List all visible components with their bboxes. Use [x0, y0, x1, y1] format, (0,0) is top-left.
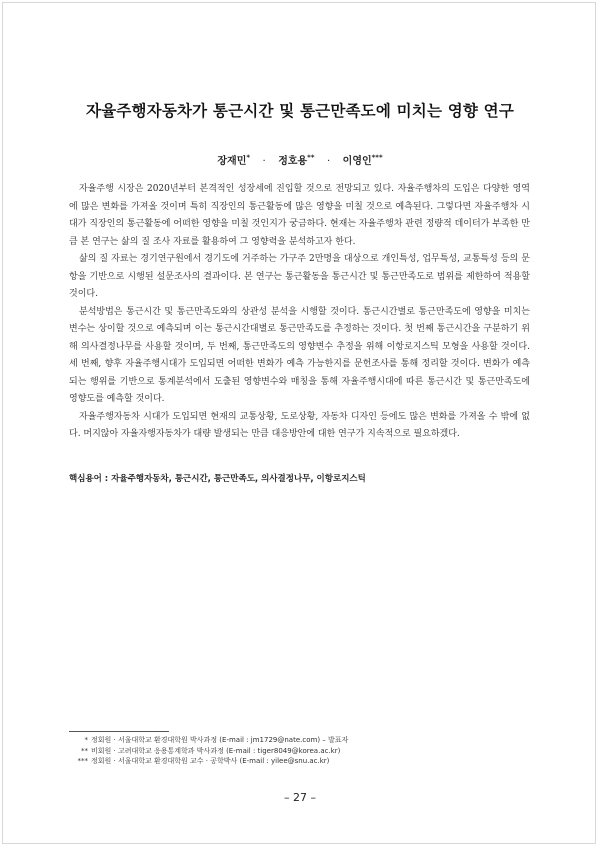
abstract-paragraph: 삶의 질 자료는 경기연구원에서 경기도에 거주하는 가구주 2만명을 대상으로 개인특성, 업무특성, 교통특성 등의 문항을 기반으로 시행된 설문조사의 결과이다. 본 연구는 통근활동을 통근시간 및 통근만족도로 범위를 제한하여 적용할 것이다. [69, 254, 530, 299]
footnote: ** 비회원 · 고려대학교 응용통계학과 박사과정 (E-mail : tiger8049@korea.ac.kr) [81, 746, 341, 755]
abstract-paragraph: 자율주행 시장은 2020년부터 본격적인 성장세에 진입할 것으로 전망되고 있다. 자율주행차의 도입은 다양한 영역에 많은 변화를 가져올 것이며 특히 직장인의 통근활동에 많은 영향을 미칠 것으로 예측된다. 그렇다면 자율주행차 시대가 직장인의 통근활동에 어떠한 영향을 미칠 것인지가 궁금하다. 현재는 자율주행차 관련 정량적 데이터가 부족한 만큼 본 연구는 삶의 질 조사 자료를 활용하여 그 영향력을 분석하고자 한다. [69, 184, 530, 247]
abstract-paragraph: 자율주행자동차 시대가 도입되면 현재의 교통상황, 도로상황, 자동차 디자인 등에도 많은 변화를 가져올 수 밖에 없다. 머지않아 자율자행자동차가 대량 발생되는 만큼 대응방안에 대한 연구가 지속적으로 필요하겠다. [69, 411, 530, 439]
footnotes [62, 735, 532, 767]
author-list [0, 152, 600, 167]
author-name: 이영인*** [342, 153, 383, 167]
footnote-divider [69, 731, 169, 732]
abstract [69, 181, 530, 444]
author-separator: · [262, 156, 266, 167]
author-separator: · [326, 156, 331, 167]
abstract-paragraph: 분석방법은 통근시간 및 통근만족도와의 상관성 분석을 시행할 것이다. 통근시간별로 통근만족도에 영향을 미치는 변수는 상이할 것으로 예측되며 이는 통근시간대별로 통근만족도를 추정하는 것이다. 첫 번째 통근시간을 구분하기 위해 의사결정나무를 사용할 것이며, 두 번째, 통근만족도의 영향변수 추정을 위해 이항로지스틱 모형을 사용할 것이다. 세 번째, 향후 자율주행시대가 도입되면 어떠한 변화가 예측 가능한지를 문헌조사를 통해 정리할 것이다. 변화가 예측되는 행위를 기반으로 통계분석에서 도출된 영향변수와 매칭을 통해 자율주행시대에 따른 통근시간 및 통근만족도에 영향도를 예측할 것이다. [69, 306, 530, 404]
paper-title: 자율주행자동차가 통근시간 및 통근만족도에 미치는 영향 연구 [85, 102, 515, 120]
footnote: * 정회원 · 서울대학교 환경대학원 박사과정 (E-mail : jm1729@nate.com) – 발표자 [84, 736, 349, 744]
author-name: 장재민* [217, 153, 251, 167]
author-name: 정호용** [278, 153, 315, 167]
keywords: 핵심용어 : 자율주행자동차, 통근시간, 통근만족도, 의사결정나무, 이항로지스틱 [69, 474, 366, 484]
page-number: – 27 – [284, 791, 316, 804]
footnote: *** 정회원 · 서울대학교 환경대학원 교수 · 공학박사 (E-mail : yilee@snu.ac.kr) [77, 757, 330, 765]
